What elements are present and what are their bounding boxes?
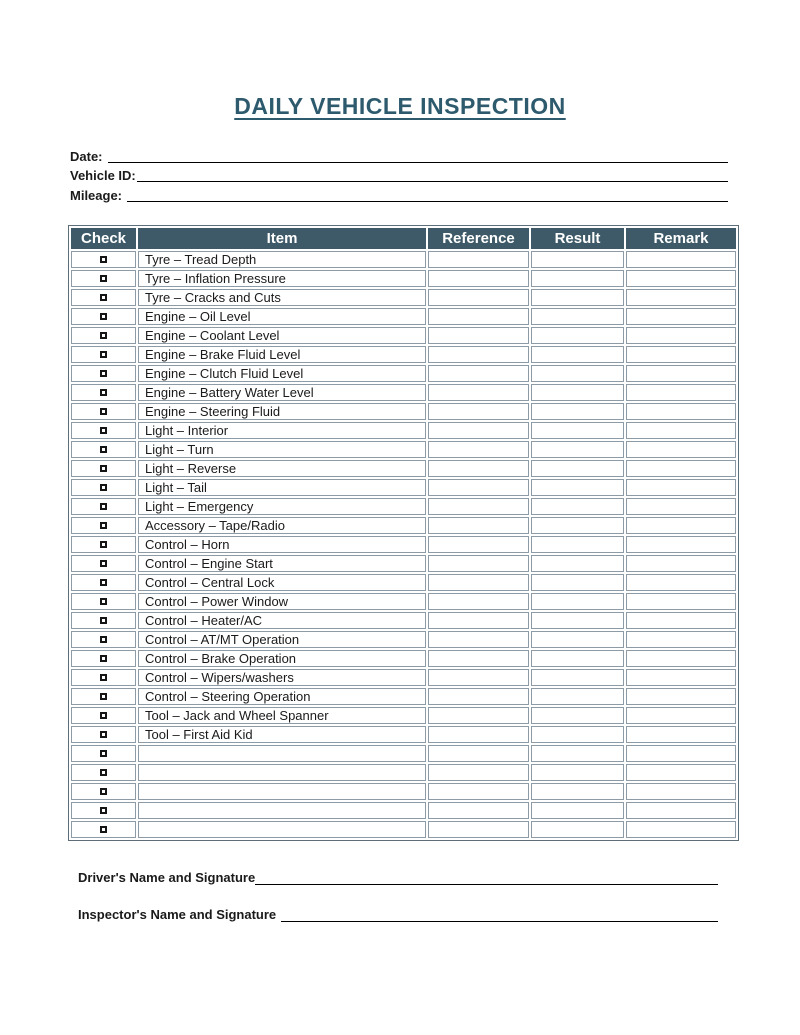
mileage-label: Mileage:	[70, 187, 123, 203]
reference-cell[interactable]	[428, 422, 529, 439]
result-cell[interactable]	[531, 631, 624, 648]
result-cell[interactable]	[531, 650, 624, 667]
item-cell	[138, 707, 426, 724]
item-cell	[138, 631, 426, 648]
result-cell[interactable]	[531, 308, 624, 325]
checkbox-icon[interactable]	[100, 750, 107, 757]
remark-cell[interactable]	[626, 384, 736, 401]
item-label: Control – Horn	[145, 536, 230, 552]
check-cell	[71, 669, 136, 686]
item-cell	[138, 479, 426, 496]
checkbox-icon[interactable]	[100, 560, 107, 567]
remark-cell[interactable]	[626, 783, 736, 800]
reference-cell[interactable]	[428, 517, 529, 534]
item-cell	[138, 365, 426, 382]
reference-cell[interactable]	[428, 707, 529, 724]
item-cell	[138, 289, 426, 306]
check-cell	[71, 365, 136, 382]
table-row	[71, 517, 736, 534]
table-row	[71, 612, 736, 629]
item-cell	[138, 555, 426, 572]
table-row	[71, 498, 736, 515]
remark-cell[interactable]	[626, 441, 736, 458]
date-label: Date:	[70, 148, 103, 164]
inspection-table	[68, 225, 739, 841]
checkbox-icon[interactable]	[100, 332, 107, 339]
item-cell	[138, 422, 426, 439]
item-label: Tyre – Inflation Pressure	[145, 270, 286, 286]
table-row	[71, 384, 736, 401]
reference-cell[interactable]	[428, 460, 529, 477]
result-cell[interactable]	[531, 441, 624, 458]
reference-cell[interactable]	[428, 536, 529, 553]
mileage-field	[70, 184, 728, 204]
item-label: Light – Turn	[145, 441, 214, 457]
checkbox-icon[interactable]	[100, 408, 107, 415]
vehicle-id-field	[70, 165, 728, 185]
result-cell[interactable]	[531, 745, 624, 762]
remark-cell[interactable]	[626, 517, 736, 534]
remark-cell[interactable]	[626, 802, 736, 819]
remark-cell[interactable]	[626, 764, 736, 781]
check-cell	[71, 384, 136, 401]
check-cell	[71, 498, 136, 515]
checkbox-icon[interactable]	[100, 655, 107, 662]
checkbox-icon[interactable]	[100, 256, 107, 263]
column-header-remark: Remark	[626, 228, 736, 249]
reference-cell[interactable]	[428, 783, 529, 800]
result-cell[interactable]	[531, 707, 624, 724]
reference-cell[interactable]	[428, 346, 529, 363]
item-label: Control – Wipers/washers	[145, 669, 294, 685]
remark-cell[interactable]	[626, 498, 736, 515]
table-row	[71, 726, 736, 743]
item-cell	[138, 308, 426, 325]
item-cell	[138, 650, 426, 667]
remark-cell[interactable]	[626, 251, 736, 268]
reference-cell[interactable]	[428, 669, 529, 686]
result-cell[interactable]	[531, 688, 624, 705]
table-row	[71, 688, 736, 705]
check-cell	[71, 403, 136, 420]
item-cell	[138, 270, 426, 287]
table-header-row	[71, 228, 736, 249]
remark-cell[interactable]	[626, 612, 736, 629]
remark-cell[interactable]	[626, 536, 736, 553]
item-cell	[138, 593, 426, 610]
checkbox-icon[interactable]	[100, 275, 107, 282]
reference-cell[interactable]	[428, 631, 529, 648]
check-cell	[71, 308, 136, 325]
driver-signature-label: Driver's Name and Signature	[78, 869, 256, 885]
remark-cell[interactable]	[626, 327, 736, 344]
table-row	[71, 479, 736, 496]
table-row	[71, 536, 736, 553]
result-cell[interactable]	[531, 479, 624, 496]
remark-cell[interactable]	[626, 688, 736, 705]
inspector-signature-label: Inspector's Name and Signature	[78, 906, 277, 922]
item-cell	[138, 726, 426, 743]
reference-cell[interactable]	[428, 441, 529, 458]
check-cell	[71, 764, 136, 781]
table-row	[71, 802, 736, 819]
item-cell	[138, 498, 426, 515]
remark-cell[interactable]	[626, 403, 736, 420]
remark-cell[interactable]	[626, 821, 736, 838]
checkbox-icon[interactable]	[100, 351, 107, 358]
remark-cell[interactable]	[626, 669, 736, 686]
result-cell[interactable]	[531, 764, 624, 781]
check-cell	[71, 593, 136, 610]
item-cell	[138, 327, 426, 344]
reference-cell[interactable]	[428, 479, 529, 496]
result-cell[interactable]	[531, 346, 624, 363]
result-cell[interactable]	[531, 327, 624, 344]
checkbox-icon[interactable]	[100, 712, 107, 719]
item-label: Tyre – Cracks and Cuts	[145, 289, 281, 305]
item-cell	[138, 441, 426, 458]
item-label: Tool – First Aid Kid	[145, 726, 253, 742]
checkbox-icon[interactable]	[100, 617, 107, 624]
checkbox-icon[interactable]	[100, 579, 107, 586]
reference-cell[interactable]	[428, 555, 529, 572]
item-cell	[138, 346, 426, 363]
result-cell[interactable]	[531, 726, 624, 743]
item-cell	[138, 403, 426, 420]
reference-cell[interactable]	[428, 270, 529, 287]
result-cell[interactable]	[531, 422, 624, 439]
driver-signature-line[interactable]	[255, 884, 718, 885]
item-label: Control – Central Lock	[145, 574, 275, 590]
vehicle-id-label: Vehicle ID:	[70, 168, 136, 183]
check-cell	[71, 745, 136, 762]
item-label: Control – AT/MT Operation	[145, 631, 300, 647]
table-row	[71, 289, 736, 306]
table-row	[71, 764, 736, 781]
checkbox-icon[interactable]	[100, 693, 107, 700]
table-row	[71, 821, 736, 838]
result-cell[interactable]	[531, 460, 624, 477]
check-cell	[71, 479, 136, 496]
result-cell[interactable]	[531, 517, 624, 534]
item-label: Light – Tail	[145, 479, 207, 495]
reference-cell[interactable]	[428, 593, 529, 610]
reference-cell[interactable]	[428, 802, 529, 819]
result-cell[interactable]	[531, 251, 624, 268]
reference-cell[interactable]	[428, 327, 529, 344]
table-row	[71, 574, 736, 591]
table-row	[71, 346, 736, 363]
checkbox-icon[interactable]	[100, 484, 107, 491]
result-cell[interactable]	[531, 536, 624, 553]
remark-cell[interactable]	[626, 422, 736, 439]
item-cell	[138, 517, 426, 534]
check-cell	[71, 631, 136, 648]
item-label: Light – Reverse	[145, 460, 237, 476]
check-cell	[71, 441, 136, 458]
item-label: Light – Emergency	[145, 498, 254, 514]
reference-cell[interactable]	[428, 251, 529, 268]
reference-cell[interactable]	[428, 764, 529, 781]
check-cell	[71, 574, 136, 591]
result-cell[interactable]	[531, 783, 624, 800]
table-row	[71, 631, 736, 648]
check-cell	[71, 251, 136, 268]
result-cell[interactable]	[531, 821, 624, 838]
item-cell	[138, 764, 426, 781]
check-cell	[71, 650, 136, 667]
check-cell	[71, 327, 136, 344]
table-row	[71, 327, 736, 344]
item-label: Tyre – Tread Depth	[145, 251, 257, 267]
table-row	[71, 707, 736, 724]
result-cell[interactable]	[531, 289, 624, 306]
item-label: Engine – Clutch Fluid Level	[145, 365, 304, 381]
item-label: Control – Brake Operation	[145, 650, 297, 666]
remark-cell[interactable]	[626, 460, 736, 477]
check-cell	[71, 422, 136, 439]
item-label: Light – Interior	[145, 422, 229, 438]
reference-cell[interactable]	[428, 308, 529, 325]
checkbox-icon[interactable]	[100, 807, 107, 814]
item-cell	[138, 384, 426, 401]
reference-cell[interactable]	[428, 403, 529, 420]
result-cell[interactable]	[531, 593, 624, 610]
column-header-result: Result	[531, 228, 624, 249]
table-row	[71, 555, 736, 572]
column-header-check: Check	[71, 228, 136, 249]
result-cell[interactable]	[531, 669, 624, 686]
check-cell	[71, 783, 136, 800]
table-row	[71, 745, 736, 762]
result-cell[interactable]	[531, 612, 624, 629]
column-header-reference: Reference	[428, 228, 529, 249]
reference-cell[interactable]	[428, 384, 529, 401]
check-cell	[71, 289, 136, 306]
driver-signature-field	[78, 869, 718, 886]
check-cell	[71, 612, 136, 629]
item-cell	[138, 669, 426, 686]
item-label: Tool – Jack and Wheel Spanner	[145, 707, 329, 723]
reference-cell[interactable]	[428, 688, 529, 705]
item-cell	[138, 536, 426, 553]
table-row	[71, 251, 736, 268]
remark-cell[interactable]	[626, 574, 736, 591]
vehicle-id-input-line[interactable]	[137, 181, 728, 182]
remark-cell[interactable]	[626, 289, 736, 306]
item-label: Control – Power Window	[145, 593, 289, 609]
inspector-signature-line[interactable]	[281, 921, 718, 922]
reference-cell[interactable]	[428, 745, 529, 762]
result-cell[interactable]	[531, 555, 624, 572]
reference-cell[interactable]	[428, 612, 529, 629]
item-cell	[138, 574, 426, 591]
item-label: Engine – Coolant Level	[145, 327, 280, 343]
item-label: Engine – Battery Water Level	[145, 384, 314, 400]
remark-cell[interactable]	[626, 270, 736, 287]
reference-cell[interactable]	[428, 365, 529, 382]
check-cell	[71, 821, 136, 838]
item-cell	[138, 251, 426, 268]
check-cell	[71, 802, 136, 819]
check-cell	[71, 536, 136, 553]
inspector-signature-field	[78, 906, 718, 923]
inspection-table-body	[71, 251, 736, 838]
result-cell[interactable]	[531, 365, 624, 382]
table-row	[71, 270, 736, 287]
table-row	[71, 783, 736, 800]
table-row	[71, 365, 736, 382]
date-field	[70, 145, 728, 165]
item-cell	[138, 783, 426, 800]
checkbox-icon[interactable]	[100, 294, 107, 301]
check-cell	[71, 346, 136, 363]
item-cell	[138, 802, 426, 819]
checkbox-icon[interactable]	[100, 731, 107, 738]
column-header-item: Item	[138, 228, 426, 249]
item-label: Engine – Oil Level	[145, 308, 251, 324]
header-fields	[70, 145, 728, 204]
item-label: Control – Heater/AC	[145, 612, 263, 628]
checkbox-icon[interactable]	[100, 427, 107, 434]
remark-cell[interactable]	[626, 726, 736, 743]
reference-cell[interactable]	[428, 289, 529, 306]
checkbox-icon[interactable]	[100, 826, 107, 833]
page-title: DAILY VEHICLE INSPECTION	[234, 93, 566, 119]
checkbox-icon[interactable]	[100, 465, 107, 472]
remark-cell[interactable]	[626, 650, 736, 667]
item-cell	[138, 460, 426, 477]
checkbox-icon[interactable]	[100, 389, 107, 396]
item-cell	[138, 688, 426, 705]
item-cell	[138, 745, 426, 762]
result-cell[interactable]	[531, 574, 624, 591]
mileage-input-line[interactable]	[127, 201, 728, 202]
check-cell	[71, 726, 136, 743]
result-cell[interactable]	[531, 802, 624, 819]
table-row	[71, 460, 736, 477]
check-cell	[71, 460, 136, 477]
remark-cell[interactable]	[626, 707, 736, 724]
checkbox-icon[interactable]	[100, 503, 107, 510]
checkbox-icon[interactable]	[100, 598, 107, 605]
checkbox-icon[interactable]	[100, 788, 107, 795]
checkbox-icon[interactable]	[100, 313, 107, 320]
remark-cell[interactable]	[626, 745, 736, 762]
table-row	[71, 669, 736, 686]
table-row	[71, 403, 736, 420]
reference-cell[interactable]	[428, 574, 529, 591]
result-cell[interactable]	[531, 498, 624, 515]
check-cell	[71, 270, 136, 287]
item-label: Control – Engine Start	[145, 555, 273, 571]
reference-cell[interactable]	[428, 821, 529, 838]
checkbox-icon[interactable]	[100, 674, 107, 681]
check-cell	[71, 688, 136, 705]
remark-cell[interactable]	[626, 593, 736, 610]
item-cell	[138, 612, 426, 629]
check-cell	[71, 707, 136, 724]
result-cell[interactable]	[531, 270, 624, 287]
checkbox-icon[interactable]	[100, 370, 107, 377]
remark-cell[interactable]	[626, 631, 736, 648]
checkbox-icon[interactable]	[100, 769, 107, 776]
table-row	[71, 308, 736, 325]
item-label: Engine – Steering Fluid	[145, 403, 281, 419]
reference-cell[interactable]	[428, 498, 529, 515]
remark-cell[interactable]	[626, 308, 736, 325]
checkbox-icon[interactable]	[100, 636, 107, 643]
check-cell	[71, 517, 136, 534]
remark-cell[interactable]	[626, 479, 736, 496]
item-label: Accessory – Tape/Radio	[145, 517, 285, 533]
checkbox-icon[interactable]	[100, 522, 107, 529]
checkbox-icon[interactable]	[100, 446, 107, 453]
result-cell[interactable]	[531, 403, 624, 420]
remark-cell[interactable]	[626, 346, 736, 363]
date-input-line[interactable]	[108, 162, 728, 163]
item-label: Control – Steering Operation	[145, 688, 311, 704]
table-row	[71, 422, 736, 439]
table-row	[71, 441, 736, 458]
reference-cell[interactable]	[428, 650, 529, 667]
result-cell[interactable]	[531, 384, 624, 401]
table-row	[71, 593, 736, 610]
check-cell	[71, 555, 136, 572]
remark-cell[interactable]	[626, 555, 736, 572]
remark-cell[interactable]	[626, 365, 736, 382]
reference-cell[interactable]	[428, 726, 529, 743]
checkbox-icon[interactable]	[100, 541, 107, 548]
table-row	[71, 650, 736, 667]
signature-section	[78, 869, 718, 923]
item-cell	[138, 821, 426, 838]
item-label: Engine – Brake Fluid Level	[145, 346, 301, 362]
